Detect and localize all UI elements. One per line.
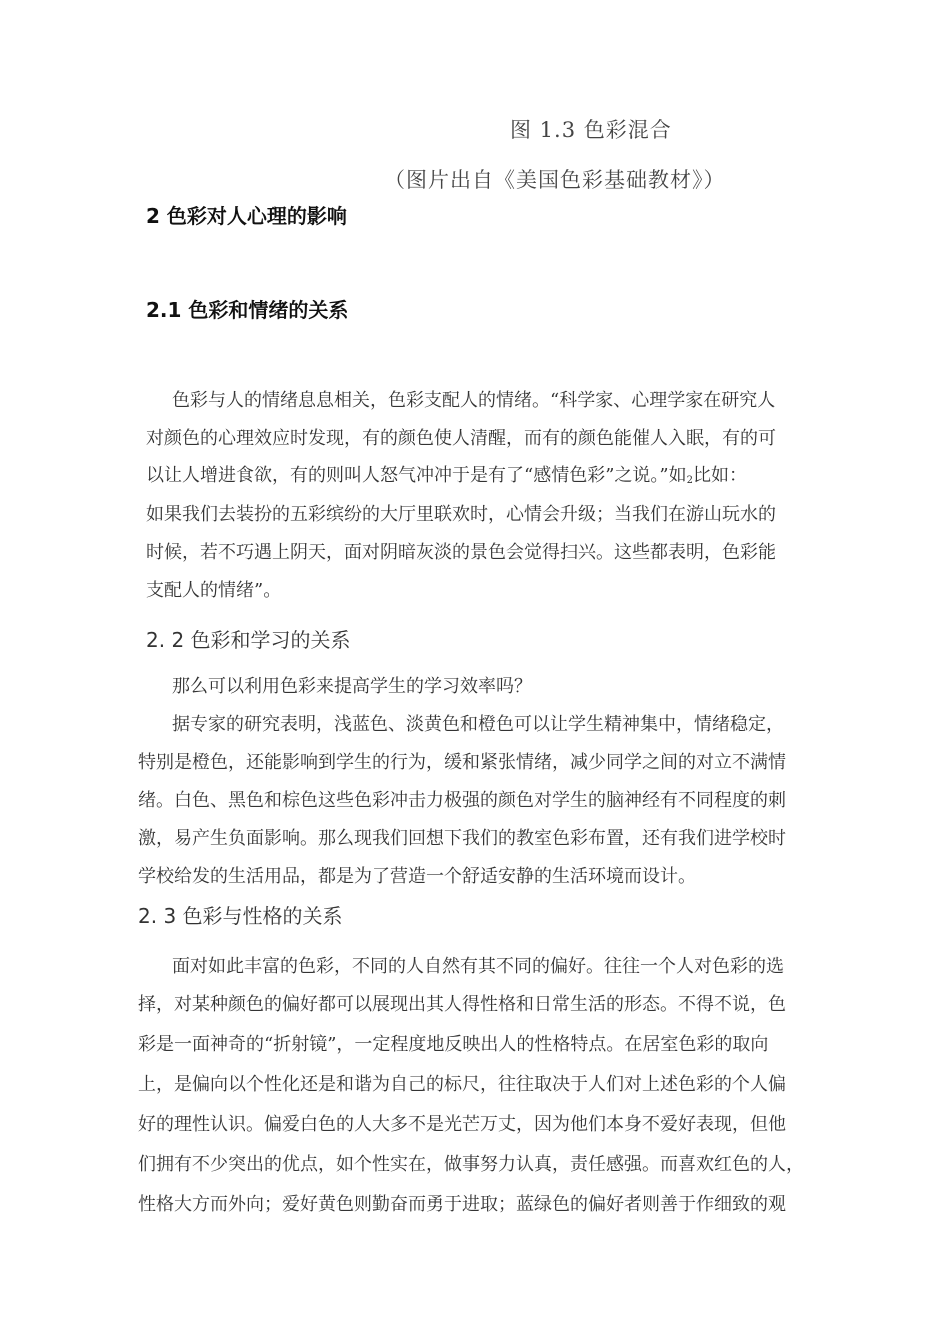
section-2-heading: 2 色彩对人心理的影响 xyxy=(146,204,347,228)
footnote-mark: 2 xyxy=(686,475,693,486)
paragraph-line: 特别是橙色，还能影响到学生的行为，缓和紧张情绪，减少同学之间的对立不满情 xyxy=(138,752,786,773)
paragraph-line-text: 以让人增进食欲，有的则叫人怒气冲冲于是有了“感情色彩”之说。”如 xyxy=(146,465,687,486)
paragraph-line: 绪。白色、黑色和棕色这些色彩冲击力极强的颜色对学生的脑神经有不同程度的刺 xyxy=(138,790,786,811)
paragraph-line: 据专家的研究表明，浅蓝色、淡黄色和橙色可以让学生精神集中，情绪稳定， xyxy=(172,714,784,735)
figure-source: （图片出自《美国色彩基础教材》） xyxy=(384,168,726,192)
paragraph-line: 们拥有不少突出的优点，如个性实在，做事努力认真，责任感强。而喜欢红色的人， xyxy=(138,1154,804,1175)
paragraph-line: 上，是偏向以个性化还是和谐为自己的标尺，往往取决于人们对上述色彩的个人偏 xyxy=(138,1074,786,1095)
paragraph-line: 好的理性认识。偏爱白色的人大多不是光芒万丈，因为他们本身不爱好表现，但他 xyxy=(138,1114,786,1135)
paragraph-line: 择，对某种颜色的偏好都可以展现出其人得性格和日常生活的形态。不得不说，色 xyxy=(138,994,786,1015)
paragraph-line: 彩是一面神奇的“折射镜”，一定程度地反映出人的性格特点。在居室色彩的取向 xyxy=(138,1034,769,1055)
figure-caption: 图 1.3 色彩混合 xyxy=(510,118,672,142)
section-2-3-heading: 2. 3 色彩与性格的关系 xyxy=(138,904,343,928)
paragraph-line: 如果我们去装扮的五彩缤纷的大厅里联欢时，心情会升级；当我们在游山玩水的 xyxy=(146,504,776,525)
paragraph-line: 学校给发的生活用品，都是为了营造一个舒适安静的生活环境而设计。 xyxy=(138,866,696,887)
section-2-2-heading: 2. 2 色彩和学习的关系 xyxy=(146,628,351,652)
paragraph-line: 性格大方而外向；爱好黄色则勤奋而勇于进取；蓝绿色的偏好者则善于作细致的观 xyxy=(138,1194,786,1215)
paragraph-line: 对颜色的心理效应时发现，有的颜色使人清醒，而有的颜色能催人入眠，有的可 xyxy=(146,428,776,449)
paragraph-line: 时候，若不巧遇上阴天，面对阴暗灰淡的景色会觉得扫兴。这些都表明，色彩能 xyxy=(146,542,776,563)
paragraph-line xyxy=(146,461,747,487)
paragraph-line: 那么可以利用色彩来提高学生的学习效率吗？ xyxy=(172,676,532,697)
paragraph-line: 支配人的情绪”。 xyxy=(146,580,282,601)
section-2-1-heading: 2.1 色彩和情绪的关系 xyxy=(146,298,349,322)
paragraph-line: 色彩与人的情绪息息相关，色彩支配人的情绪。“科学家、心理学家在研究人 xyxy=(172,390,776,411)
paragraph-line-text: 比如： xyxy=(692,465,747,486)
paragraph-line: 面对如此丰富的色彩，不同的人自然有其不同的偏好。往往一个人对色彩的选 xyxy=(172,956,784,977)
paragraph-line: 激，易产生负面影响。那么现我们回想下我们的教室色彩布置，还有我们进学校时 xyxy=(138,828,786,849)
